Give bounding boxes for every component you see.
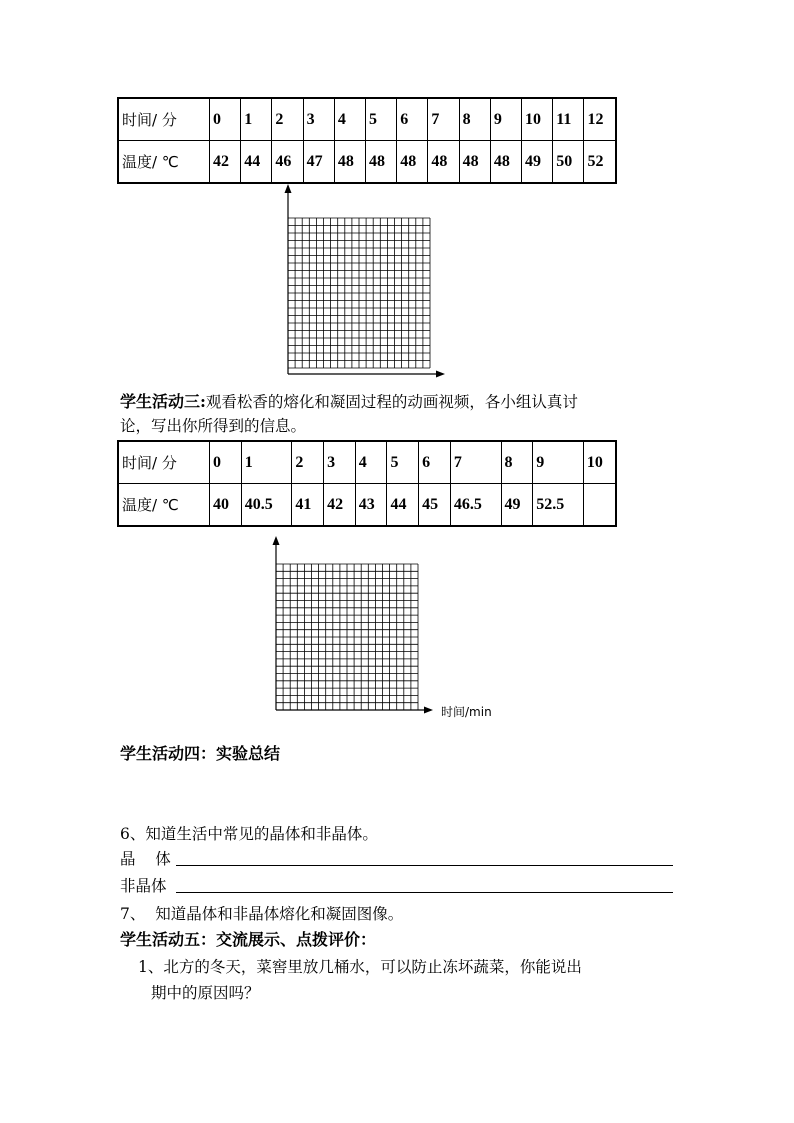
time-cell: 6 [419, 441, 451, 484]
temperature-cell: 46.5 [450, 484, 501, 527]
section7-title: 7、 知道晶体和非晶体熔化和凝固图像。 [120, 905, 404, 923]
temperature-cell: 45 [419, 484, 451, 527]
temperature-row [118, 141, 616, 184]
temperature-row-label: 温度/ ℃ [118, 141, 210, 184]
activity3-label: 学生活动三: [120, 392, 206, 411]
time-cell: 11 [553, 98, 584, 141]
time-cell: 5 [387, 441, 419, 484]
time-cell: 12 [584, 98, 616, 141]
activity3-paragraph [120, 389, 578, 412]
temperature-cell: 49 [522, 141, 553, 184]
noncrystal-answer-line[interactable] [176, 892, 673, 893]
temperature-cell: 40 [210, 484, 242, 527]
blank-graph-grid-1 [278, 182, 448, 384]
temperature-cell: 42 [324, 484, 356, 527]
time-cell: 9 [533, 441, 584, 484]
temperature-cell: 46 [272, 141, 303, 184]
temperature-cell: 48 [490, 141, 521, 184]
time-cell: 0 [210, 441, 242, 484]
time-cell: 7 [450, 441, 501, 484]
graph2-x-axis-label: 时间/min [441, 705, 492, 719]
activity5-heading: 学生活动五：交流展示、点拨评价： [120, 930, 377, 949]
melting-data-table-2 [117, 440, 617, 527]
temperature-row [118, 484, 616, 527]
time-cell: 2 [292, 441, 324, 484]
temperature-cell: 52 [584, 141, 616, 184]
time-row [118, 441, 616, 484]
time-cell: 1 [241, 98, 272, 141]
time-cell: 3 [303, 98, 334, 141]
temperature-cell: 49 [501, 484, 533, 527]
temperature-cell: 50 [553, 141, 584, 184]
temperature-cell: 42 [210, 141, 241, 184]
time-cell: 4 [355, 441, 387, 484]
time-row [118, 98, 616, 141]
temperature-cell: 41 [292, 484, 324, 527]
temperature-cell: 48 [397, 141, 428, 184]
time-cell: 4 [334, 98, 365, 141]
temperature-cell [583, 484, 616, 527]
noncrystal-label: 非晶体 [120, 877, 167, 895]
temperature-cell: 47 [303, 141, 334, 184]
time-cell: 10 [522, 98, 553, 141]
time-cell: 6 [397, 98, 428, 141]
temperature-cell: 48 [366, 141, 397, 184]
temperature-cell: 48 [428, 141, 459, 184]
time-cell: 0 [210, 98, 241, 141]
temperature-cell: 43 [355, 484, 387, 527]
question1-line2: 期中的原因吗？ [151, 984, 260, 1002]
temperature-cell: 48 [459, 141, 490, 184]
temperature-cell: 44 [241, 141, 272, 184]
temperature-cell: 40.5 [241, 484, 292, 527]
time-cell: 5 [366, 98, 397, 141]
time-cell: 8 [501, 441, 533, 484]
melting-data-table-1 [117, 97, 617, 184]
time-cell: 9 [490, 98, 521, 141]
time-cell: 10 [583, 441, 616, 484]
activity3-text-line1: 观看松香的熔化和凝固过程的动画视频，各小组认真讨 [205, 393, 578, 411]
crystal-answer-line[interactable] [176, 865, 673, 866]
activity4-heading: 学生活动四：实验总结 [120, 744, 281, 763]
crystal-label: 晶 体 [120, 850, 171, 868]
temperature-row-label: 温度/ ℃ [118, 484, 210, 527]
time-cell: 8 [459, 98, 490, 141]
time-row-label: 时间/ 分 [118, 441, 210, 484]
temperature-cell: 48 [334, 141, 365, 184]
time-cell: 1 [241, 441, 292, 484]
activity3-text-line2: 论，写出你所得到的信息。 [120, 417, 307, 435]
time-cell: 7 [428, 98, 459, 141]
temperature-cell: 52.5 [533, 484, 584, 527]
time-row-label: 时间/ 分 [118, 98, 210, 141]
temperature-cell: 44 [387, 484, 419, 527]
section6-title: 6、知道生活中常见的晶体和非晶体。 [120, 825, 378, 843]
blank-graph-grid-2 [266, 534, 436, 718]
time-cell: 3 [324, 441, 356, 484]
time-cell: 2 [272, 98, 303, 141]
question1-line1: 1、北方的冬天，菜窖里放几桶水，可以防止冻坏蔬菜，你能说出 [138, 958, 582, 976]
